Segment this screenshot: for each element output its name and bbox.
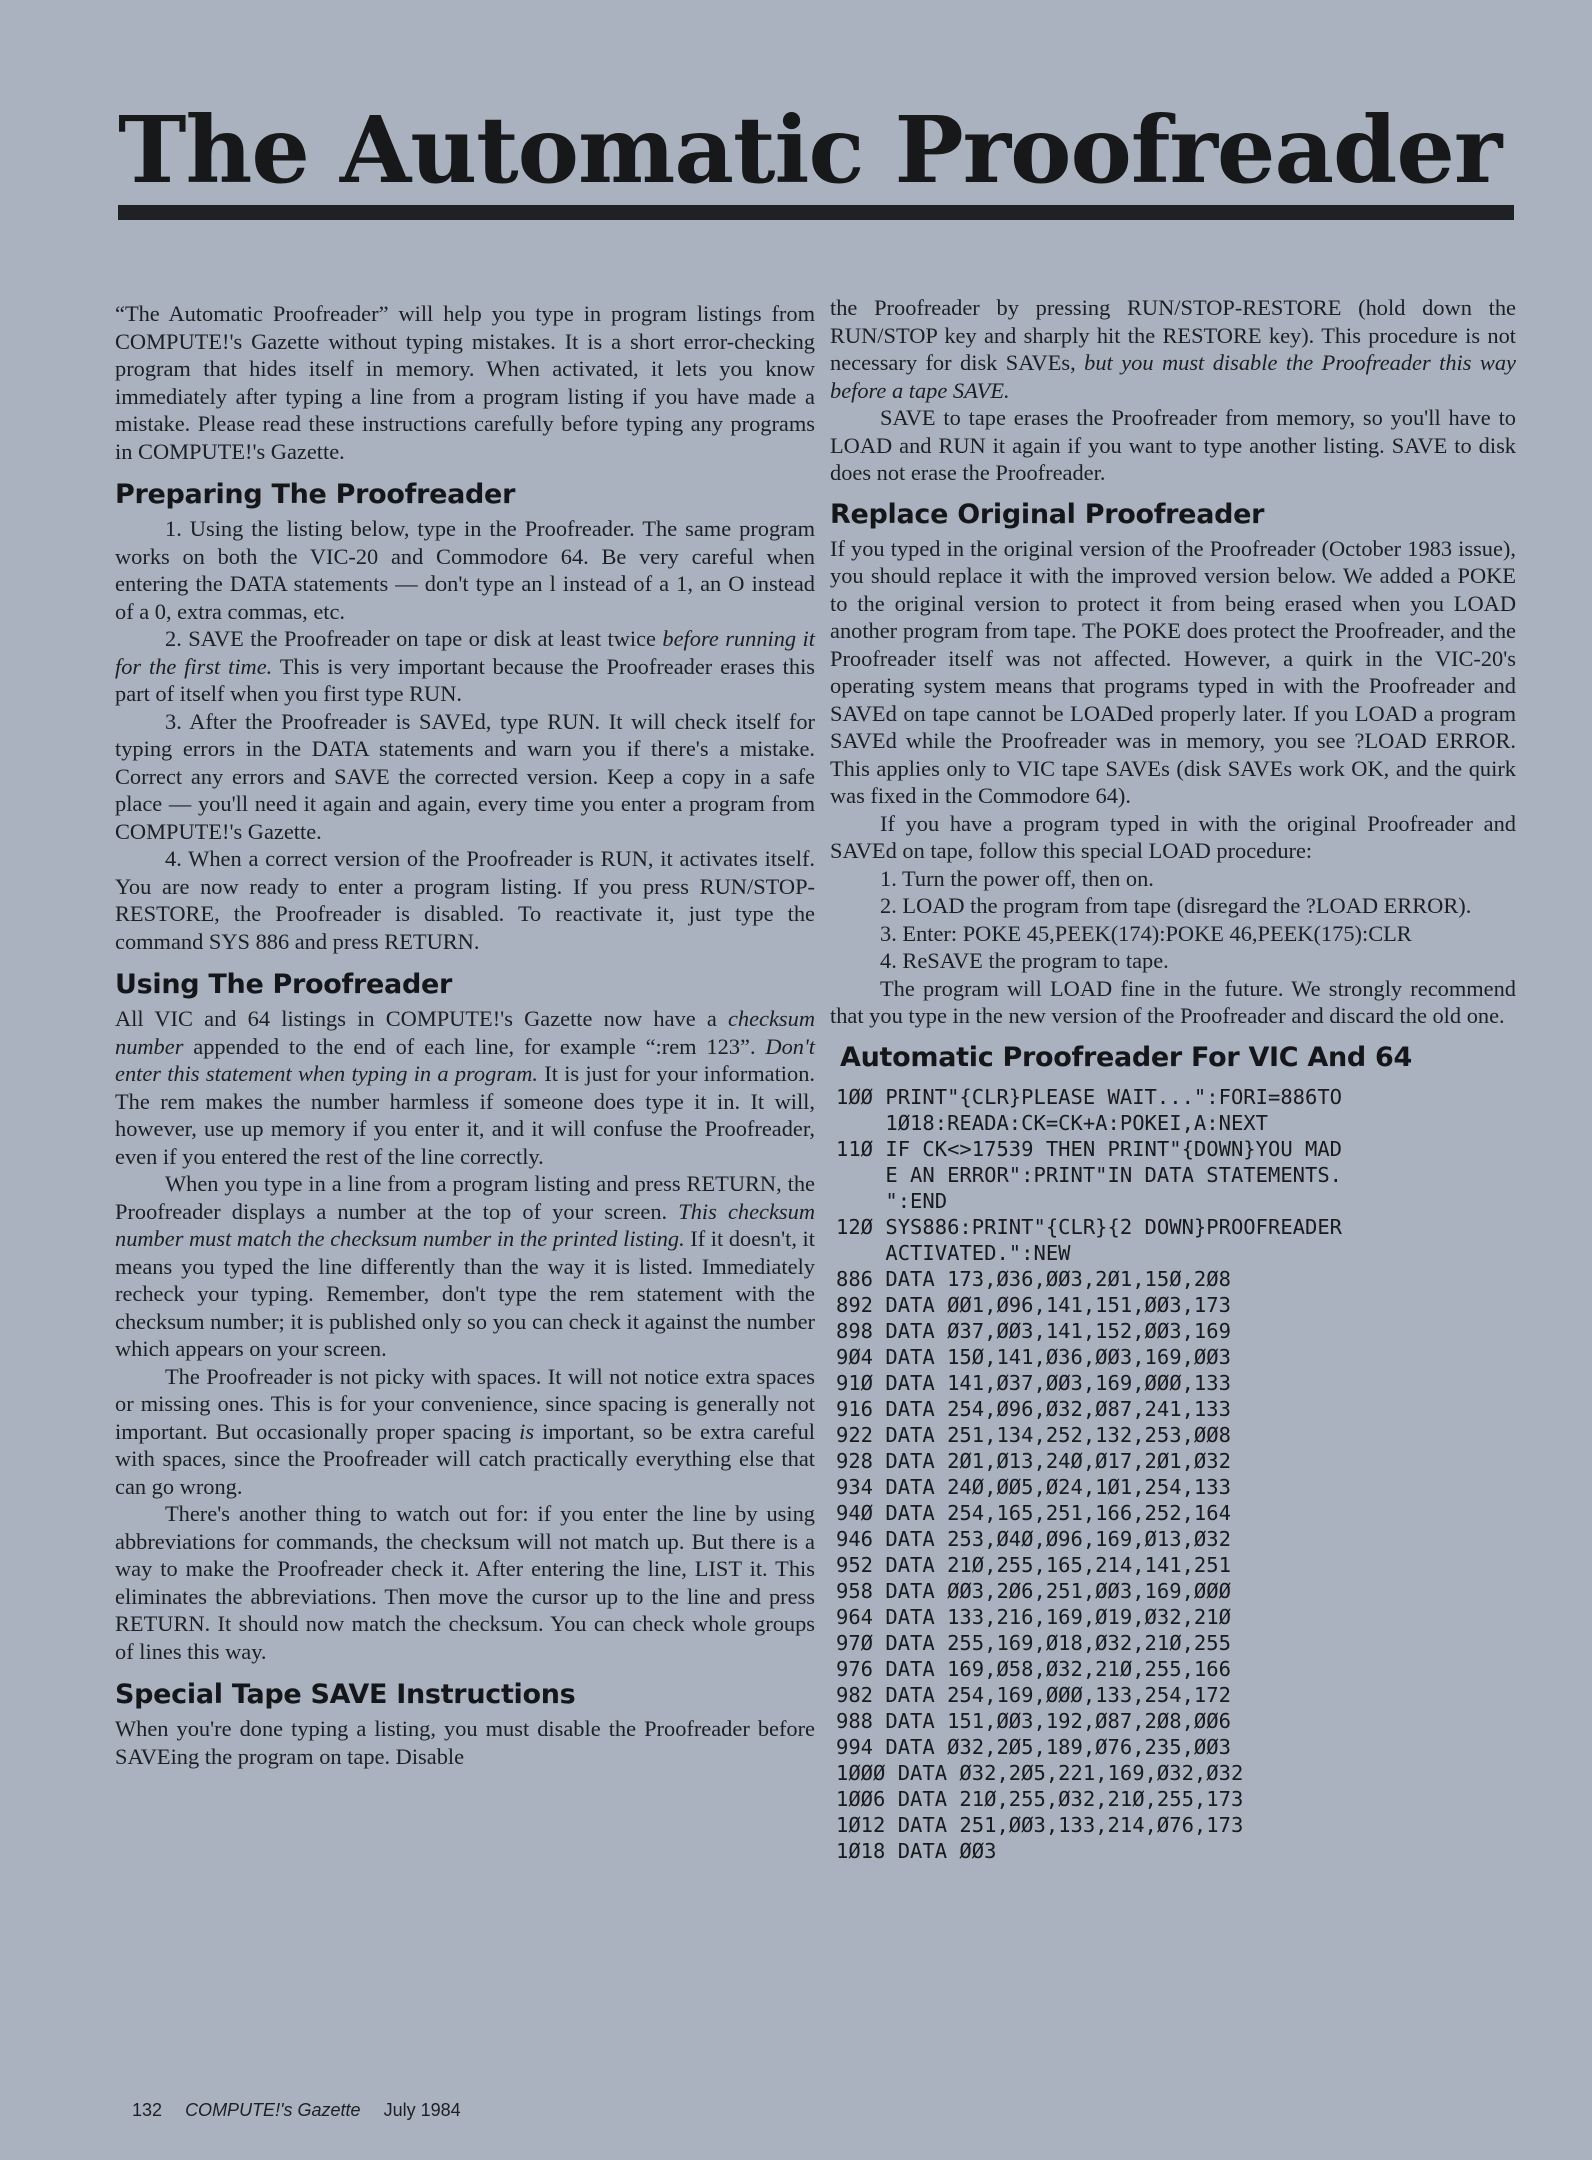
program-listing (836, 1084, 1516, 1864)
listing-line: 952 DATA 21Ø,255,165,214,141,251 (836, 1552, 1231, 1577)
left-column (115, 300, 815, 1770)
listing-line: 994 DATA Ø32,2Ø5,189,Ø76,235,ØØ3 (836, 1734, 1231, 1759)
listing-line: 964 DATA 133,216,169,Ø19,Ø32,21Ø (836, 1604, 1231, 1629)
heading-listing: Automatic Proofreader For VIC And 64 (840, 1041, 1413, 1073)
listing-line: 988 DATA 151,ØØ3,192,Ø87,2Ø8,ØØ6 (836, 1708, 1231, 1733)
heading-special: Special Tape SAVE Instructions (115, 1679, 576, 1710)
using-paragraph-2: When you type in a line from a program listing and press RETURN, the Proofreader displays a number at the top of your screen. This checksum number must match the checksum number in the printed listing. If it doesn't, it means you typed the line differently than the way it is listed. Immediately recheck your typing. Remember, don't type the rem statement with the checksum number; it is published only so you can check it against the number which appears on your screen. (115, 1171, 815, 1361)
listing-line: 892 DATA ØØ1,Ø96,141,151,ØØ3,173 (836, 1292, 1231, 1317)
heading-using: Using The Proofreader (115, 969, 453, 1000)
listing-line: 1Ø12 DATA 251,ØØ3,133,214,Ø76,173 (836, 1812, 1244, 1837)
replace-step-4: 4. ReSAVE the program to tape. (880, 948, 1169, 973)
listing-line: 12Ø SYS886:PRINT"{CLR}{2 DOWN}PROOFREADER (836, 1214, 1343, 1239)
listing-line: 922 DATA 251,134,252,132,253,ØØ8 (836, 1422, 1231, 1447)
using-paragraph-4: There's another thing to watch out for: if you enter the line by using abbreviations for commands, the checksum will not match up. But there is a way to make the Proofreader check it. After entering the line, LIST it. This eliminates the abbreviations. Then move the cursor up to the line and press RETURN. It should now match the checksum. You can check whole groups of lines this way. (115, 1501, 815, 1664)
listing-line: 1ØØ6 DATA 21Ø,255,Ø32,21Ø,255,173 (836, 1786, 1244, 1811)
replace-step-3: 3. Enter: POKE 45,PEEK(174):POKE 46,PEEK(175):CLR (880, 920, 1412, 946)
replace-paragraph-3: The program will LOAD fine in the future. We strongly recommend that you type in the new version of the Proofreader and discard the old one. (830, 975, 1516, 1028)
listing-line: E AN ERROR":PRINT"IN DATA STATEMENTS. (836, 1162, 1343, 1187)
replace-step-1: 1. Turn the power off, then on. (880, 865, 1154, 891)
listing-line: 898 DATA Ø37,ØØ3,141,152,ØØ3,169 (836, 1318, 1231, 1343)
listing-line: ":END (836, 1188, 948, 1213)
preparing-step-4: 4. When a correct version of the Proofreader is RUN, it activates itself. You are now ready to enter a program listing. If you press RUN/STOP-RESTORE, the Proofreader is disabled. To reactivate it, just type the command SYS 886 and press RETURN. (115, 846, 815, 954)
preparing-step-3: 3. After the Proofreader is SAVEd, type RUN. It will check itself for typing errors in the DATA statements and warn you if there's a mistake. Correct any errors and SAVE the corrected version. Keep a copy in a safe place — you'll need it again and again, every time you enter a program from COMPUTE!'s Gazette. (115, 708, 815, 844)
preparing-step-2: 2. SAVE the Proofreader on tape or disk at least twice before running it for the first time. This is very important because the Proofreader erases this part of itself when you first type RUN. (115, 626, 815, 706)
listing-line: 1ØØØ DATA Ø32,2Ø5,221,169,Ø32,Ø32 (836, 1760, 1244, 1785)
page-footer (132, 2100, 479, 2121)
issue-date: July 1984 (383, 2100, 461, 2120)
listing-line: 94Ø DATA 254,165,251,166,252,164 (836, 1500, 1231, 1525)
listing-line: 982 DATA 254,169,ØØØ,133,254,172 (836, 1682, 1231, 1707)
listing-line: 886 DATA 173,Ø36,ØØ3,2Ø1,15Ø,2Ø8 (836, 1266, 1231, 1291)
magazine-name: COMPUTE!'s Gazette (185, 2100, 361, 2120)
article-title: The Automatic Proofreader (118, 96, 1502, 204)
listing-line: 97Ø DATA 255,169,Ø18,Ø32,21Ø,255 (836, 1630, 1231, 1655)
right-column (830, 294, 1516, 1864)
title-rule (118, 205, 1514, 220)
listing-line: 958 DATA ØØ3,2Ø6,251,ØØ3,169,ØØØ (836, 1578, 1231, 1603)
page-number: 132 (132, 2100, 163, 2120)
listing-line: 1Ø18 DATA ØØ3 (836, 1838, 997, 1863)
listing-line: 946 DATA 253,Ø4Ø,Ø96,169,Ø13,Ø32 (836, 1526, 1231, 1551)
listing-line: 1Ø18:READA:CK=CK+A:POKEI,A:NEXT (836, 1110, 1268, 1135)
listing-line: ACTIVATED.":NEW (836, 1240, 1071, 1265)
replace-paragraph-2: If you have a program typed in with the original Proofreader and SAVEd on tape, follow this special LOAD procedure: (830, 810, 1516, 863)
listing-line: 934 DATA 24Ø,ØØ5,Ø24,1Ø1,254,133 (836, 1474, 1231, 1499)
listing-line: 928 DATA 2Ø1,Ø13,24Ø,Ø17,2Ø1,Ø32 (836, 1448, 1231, 1473)
heading-preparing: Preparing The Proofreader (115, 479, 516, 510)
listing-line: 916 DATA 254,Ø96,Ø32,Ø87,241,133 (836, 1396, 1231, 1421)
using-paragraph-3: The Proofreader is not picky with spaces. It will not notice extra spaces or missing ones. This is for your convenience, since spacing is generally not important. But occasionally proper spacing is important, so be extra careful with spaces, since the Proofreader will catch practically everything else that can go wrong. (115, 1363, 815, 1499)
listing-line: 91Ø DATA 141,Ø37,ØØ3,169,ØØØ,133 (836, 1370, 1231, 1395)
replace-step-2: 2. LOAD the program from tape (disregard the ?LOAD ERROR). (880, 893, 1472, 918)
special-paragraph-1: When you're done typing a listing, you must disable the Proofreader before SAVEing the program on tape. Disable (115, 1716, 815, 1769)
special-paragraph-1-continued: the Proofreader by pressing RUN/STOP-RESTORE (hold down the RUN/STOP key and sharply hit the RESTORE key). This procedure is not necessary for disk SAVEs, but you must disable the Proofreader this way before a tape SAVE. (830, 295, 1516, 403)
using-paragraph-1: All VIC and 64 listings in COMPUTE!'s Gazette now have a checksum number appended to the end of each line, for example “:rem 123”. Don't enter this statement when typing in a program. It is just for your information. The rem makes the number harmless if someone does type it in. It will, however, use up memory if you enter it, and it will confuse the Proofreader, even if you entered the rest of the line correctly. (115, 1006, 815, 1169)
intro-paragraph: “The Automatic Proofreader” will help you type in program listings from COMPUTE!'s Gazette without typing mistakes. It is a short error-checking program that hides itself in memory. When activated, it lets you know immediately after typing a line from a program listing if you have made a mistake. Please read these instructions carefully before typing any programs in COMPUTE!'s Gazette. (115, 301, 815, 464)
listing-line: 1ØØ PRINT"{CLR}PLEASE WAIT...":FORI=886TO (836, 1084, 1343, 1109)
special-paragraph-2: SAVE to tape erases the Proofreader from memory, so you'll have to LOAD and RUN it again if you want to type another listing. SAVE to disk does not erase the Proofreader. (830, 405, 1516, 485)
listing-line: 9Ø4 DATA 15Ø,141,Ø36,ØØ3,169,ØØ3 (836, 1344, 1231, 1369)
listing-line: 11Ø IF CK<>17539 THEN PRINT"{DOWN}YOU MAD (836, 1136, 1343, 1161)
listing-line: 976 DATA 169,Ø58,Ø32,21Ø,255,166 (836, 1656, 1231, 1681)
heading-replace: Replace Original Proofreader (830, 498, 1265, 530)
replace-paragraph-1: If you typed in the original version of the Proofreader (October 1983 issue), you should replace it with the improved version below. We added a POKE to the original version to protect it from being erased when you LOAD another program from tape. The POKE does protect the Proofreader, and the Proofreader itself was not affected. However, a quirk in the VIC-20's operating system means that programs typed in with the Proofreader and SAVEd on tape cannot be LOADed properly later. If you LOAD a program SAVEd while the Proofreader was in memory, you see ?LOAD ERROR. This applies only to VIC tape SAVEs (disk SAVEs work OK, and the quirk was fixed in the Commodore 64). (830, 535, 1516, 808)
preparing-step-1: 1. Using the listing below, type in the Proofreader. The same program works on both the VIC-20 and Commodore 64. Be very careful when entering the DATA statements — don't type an l instead of a 1, an O instead of a 0, extra commas, etc. (115, 516, 815, 624)
